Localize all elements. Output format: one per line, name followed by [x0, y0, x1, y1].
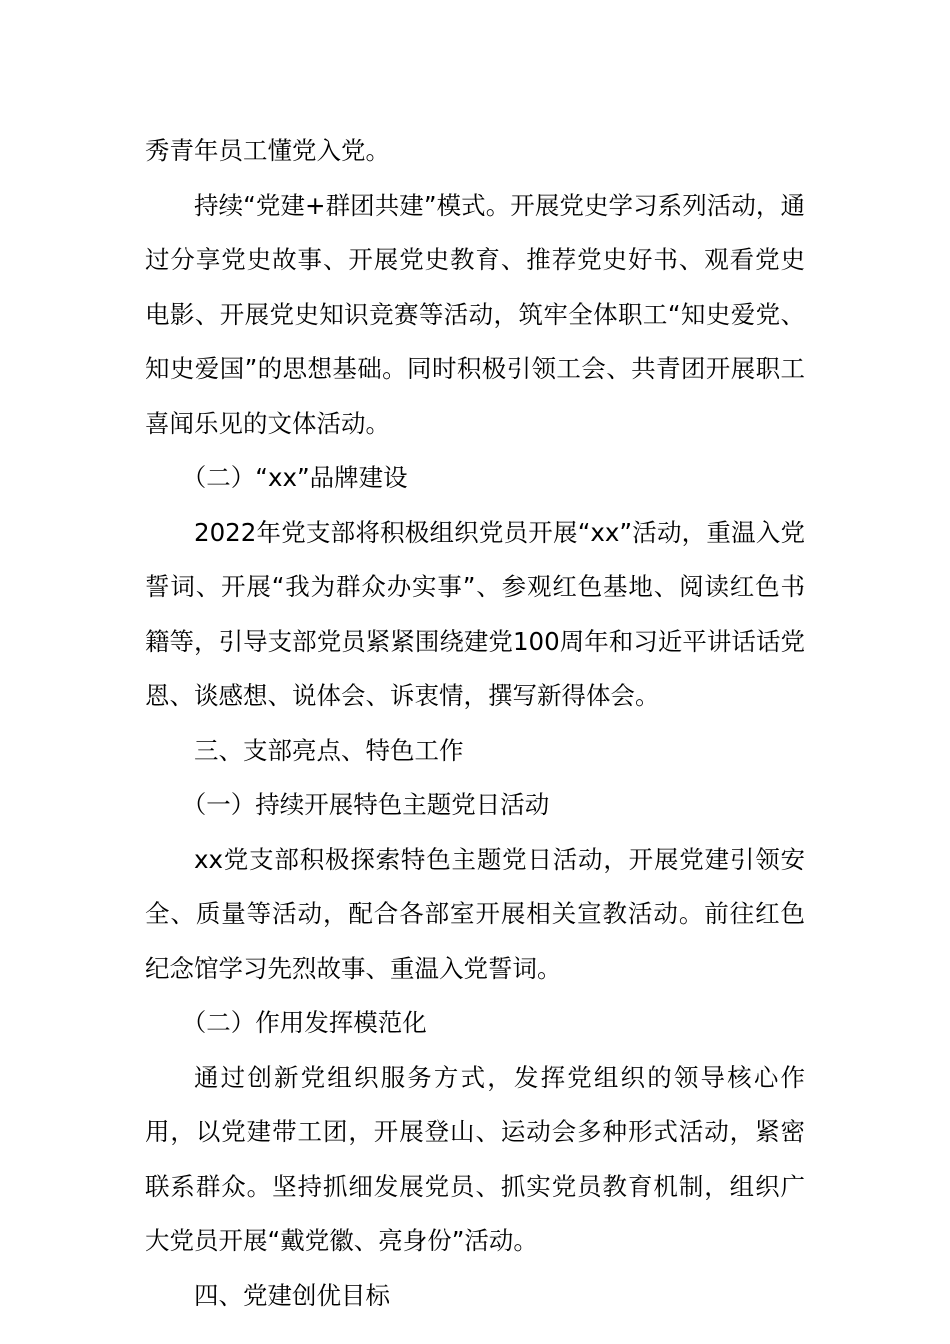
heading-branch-highlights: 三、支部亮点、特色工作 — [194, 735, 464, 765]
paragraph-role-model: 通过创新党组织服务方式，发挥党组织的领导核心作用，以党建带工团，开展登山、运动会多种形式活动，紧密联系群众。坚持抓细发展党员、抓实党员教育机制，组织广大党员开展“戴党徽、亮身份”活动。 — [145, 1062, 805, 1255]
subheading-brand-building: （二）“xx”品牌建设 — [181, 463, 408, 492]
paragraph-theme-party-day: xx党支部积极探索特色主题党日活动，开展党建引领安全、质量等活动，配合各部室开展相关宣教活动。前往红色纪念馆学习先烈故事、重温入党誓词。 — [145, 844, 805, 983]
document-body — [145, 124, 805, 1323]
paragraph-party-group-model: 持续“党建+群团共建”模式。开展党史学习系列活动，通过分享党史故事、开展党史教育、推荐党史好书、观看党史电影、开展党史知识竞赛等活动，筑牢全体职工“知史爱党、知史爱国”的思想基础。同时积极引领工会、共青团开展职工喜闻乐见的文体活动。 — [145, 190, 805, 438]
heading-excellence-goals: 四、党建创优目标 — [194, 1280, 390, 1310]
paragraph-brand-activities: 2022年党支部将积极组织党员开展“xx”活动，重温入党誓词、开展“我为群众办实事”、参观红色基地、阅读红色书籍等，引导支部党员紧紧围绕建党100周年和习近平讲话话党恩、谈感想、说体会、诉衷情，撰写新得体会。 — [145, 517, 805, 710]
subheading-theme-party-day: （一）持续开展特色主题党日活动 — [181, 790, 550, 819]
subheading-role-model: （二）作用发挥模范化 — [181, 1008, 427, 1037]
paragraph-continuation: 秀青年员工懂党入党。 — [145, 136, 390, 165]
